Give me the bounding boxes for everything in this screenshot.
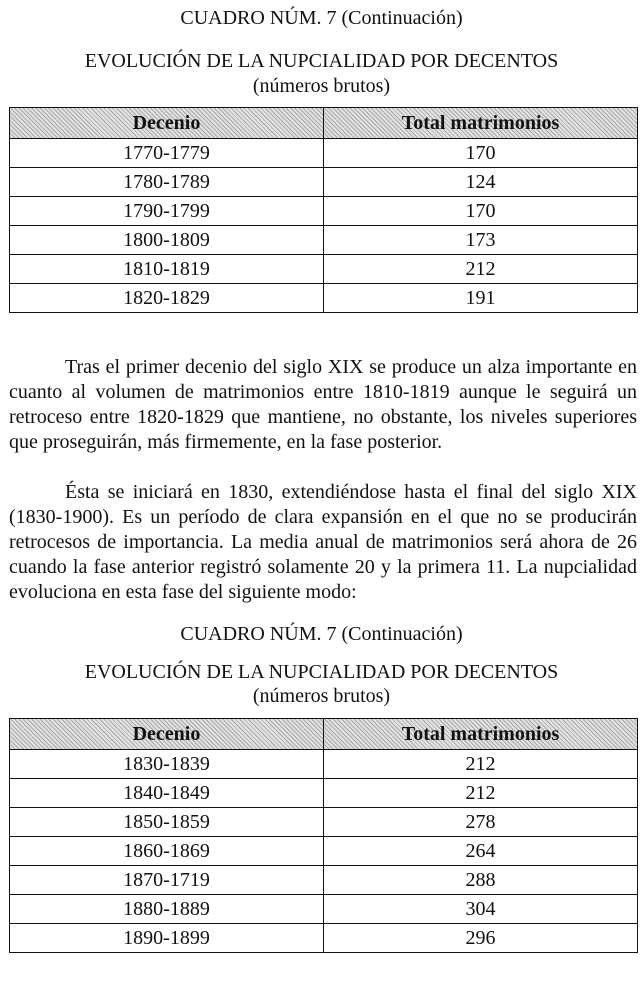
cell-total: 191	[324, 284, 638, 313]
cell-total: 170	[324, 139, 638, 168]
table-row	[10, 779, 638, 808]
cell-total: 170	[324, 197, 638, 226]
cell-decenio: 1840-1849	[10, 779, 324, 808]
header-decenio: Decenio	[10, 719, 324, 750]
table1-caption-title: CUADRO NÚM. 7 (Continuación)	[180, 7, 463, 29]
cell-decenio: 1860-1869	[10, 837, 324, 866]
table2-caption-title: CUADRO NÚM. 7 (Continuación)	[180, 623, 463, 645]
nupcialidad-table-2	[9, 718, 638, 953]
cell-total: 278	[324, 808, 638, 837]
cell-decenio: 1870-1719	[10, 866, 324, 895]
table2-caption-subtitle: EVOLUCIÓN DE LA NUPCIALIDAD POR DECENTOS	[84, 661, 559, 683]
cell-decenio: 1880-1889	[10, 895, 324, 924]
table2-caption-note: (números brutos)	[252, 685, 391, 707]
cell-total: 296	[324, 924, 638, 953]
table-row	[10, 284, 638, 313]
header-decenio: Decenio	[10, 108, 324, 139]
body-paragraph-1: Tras el primer decenio del siglo XIX se produce un alza importante en cuanto al volumen de matrimonios entre 1810-1819 aunque le seguirá un retroceso entre 1820-1829 que mantiene, no obstante, los niveles superiores que proseguirán, más firmemente, en la fase posterior.	[9, 356, 637, 453]
table-row	[10, 808, 638, 837]
table-row	[10, 139, 638, 168]
cell-total: 124	[324, 168, 638, 197]
table-row	[10, 168, 638, 197]
table-row	[10, 226, 638, 255]
cell-decenio: 1810-1819	[10, 255, 324, 284]
table-row	[10, 866, 638, 895]
table-row	[10, 924, 638, 953]
cell-decenio: 1890-1899	[10, 924, 324, 953]
table-row	[10, 750, 638, 779]
table1-caption-note: (números brutos)	[252, 75, 391, 97]
cell-total: 288	[324, 866, 638, 895]
cell-decenio: 1850-1859	[10, 808, 324, 837]
table-header-row	[10, 108, 638, 139]
table-row	[10, 197, 638, 226]
cell-decenio: 1790-1799	[10, 197, 324, 226]
cell-decenio: 1780-1789	[10, 168, 324, 197]
body-paragraph-2: Ésta se iniciará en 1830, extendiéndose hasta el final del siglo XIX (1830-1900). Es un período de clara expansión en el que no se producirán retrocesos de importancia. La media anual de matrimonios será ahora de 26 cuando la fase anterior registró solamente 20 y la primera 11. La nupcialidad evoluciona en esta fase del siguiente modo:	[9, 481, 637, 603]
cell-total: 304	[324, 895, 638, 924]
header-total-matrimonios: Total matrimonios	[324, 108, 638, 139]
cell-total: 212	[324, 255, 638, 284]
table-header-row	[10, 719, 638, 750]
cell-total: 264	[324, 837, 638, 866]
cell-decenio: 1830-1839	[10, 750, 324, 779]
table-row	[10, 895, 638, 924]
cell-decenio: 1800-1809	[10, 226, 324, 255]
cell-total: 173	[324, 226, 638, 255]
table1-caption-subtitle: EVOLUCIÓN DE LA NUPCIALIDAD POR DECENTOS	[84, 50, 559, 72]
cell-total: 212	[324, 750, 638, 779]
cell-total: 212	[324, 779, 638, 808]
nupcialidad-table-1	[9, 107, 638, 313]
table-row	[10, 837, 638, 866]
header-total-matrimonios: Total matrimonios	[324, 719, 638, 750]
table-row	[10, 255, 638, 284]
cell-decenio: 1770-1779	[10, 139, 324, 168]
cell-decenio: 1820-1829	[10, 284, 324, 313]
